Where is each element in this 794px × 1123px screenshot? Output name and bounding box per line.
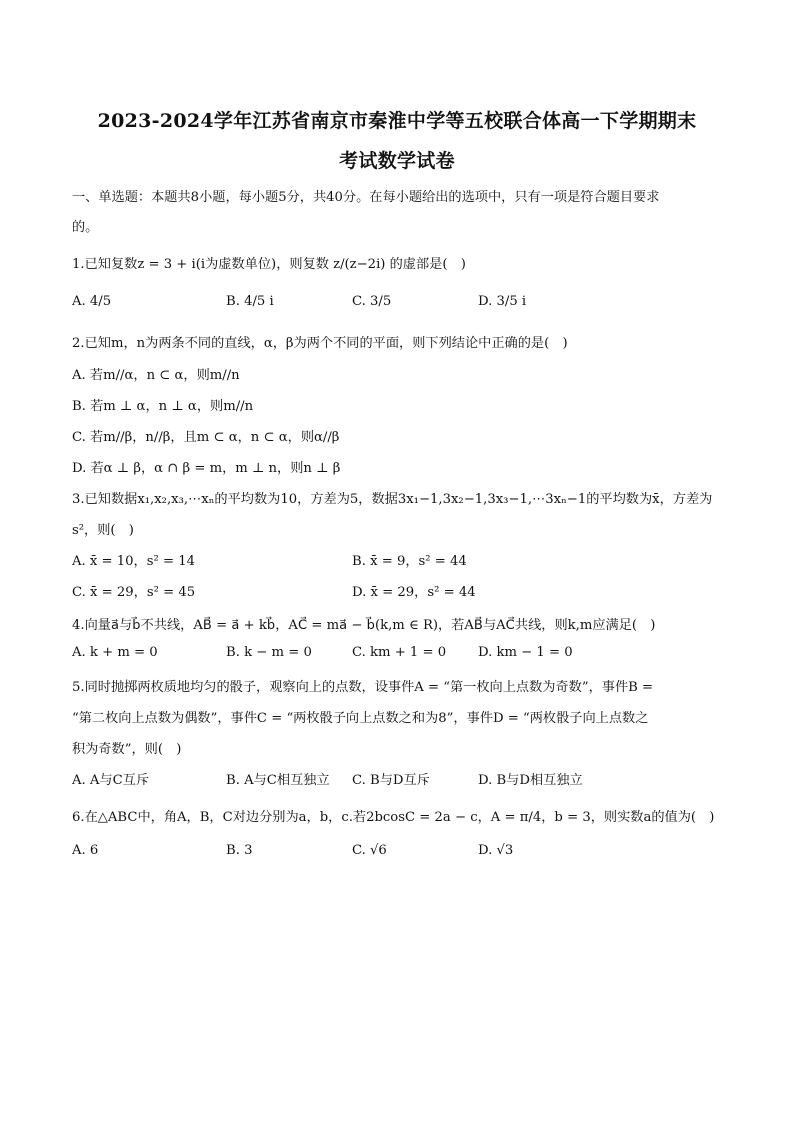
question-5-stem-line1: 5.同时抛掷两枚质地均匀的骰子，观察向上的点数，设事件A = “第一枚向上点数为奇数”，事件B = (72, 680, 654, 695)
question-1-stem: 1.已知复数z = 3 + i(i为虚数单位)，则复数 z/(z−2i) 的虚部是( ) (72, 257, 466, 272)
exam-title-line2: 考试数学试卷 (339, 150, 455, 172)
question-5-option-a: A. A与C互斥 (72, 773, 150, 788)
question-1-option-c: C. 3/5 (352, 294, 392, 309)
question-6-option-d: D. √3 (478, 843, 514, 858)
question-6-option-a: A. 6 (72, 843, 99, 858)
question-3-stem-line2: s²，则( ) (72, 523, 134, 538)
question-1-option-b: B. 4/5 i (226, 294, 274, 309)
question-3-option-c: C. x̄ = 29，s² = 45 (72, 585, 196, 600)
question-4-option-b: B. k − m = 0 (226, 645, 312, 660)
question-4-option-c: C. km + 1 = 0 (352, 645, 447, 660)
question-1-option-a: A. 4/5 (72, 294, 112, 309)
question-3-option-a: A. x̄ = 10，s² = 14 (72, 554, 196, 569)
question-5-stem-line3: 积为奇数”，则( ) (72, 742, 182, 757)
question-5-option-c: C. B与D互斥 (352, 773, 430, 788)
question-3-option-d: D. x̄ = 29，s² = 44 (352, 585, 476, 600)
question-2-stem: 2.已知m，n为两条不同的直线，α，β为两个不同的平面，则下列结论中正确的是( ) (72, 336, 568, 351)
question-2-option-d: D. 若α ⊥ β，α ∩ β = m，m ⊥ n，则n ⊥ β (72, 461, 341, 476)
question-4-stem: 4.向量a⃗与b⃗不共线，AB⃗ = a⃗ + kb⃗，AC⃗ = ma⃗ − b⃗(k,m ∈ R)，若AB⃗与AC⃗共线，则k,m应满足( ) (72, 618, 656, 633)
question-2-option-a: A. 若m//α，n ⊂ α，则m//n (72, 368, 240, 383)
question-5-option-b: B. A与C相互独立 (226, 773, 330, 788)
question-6-option-c: C. √6 (352, 843, 387, 858)
question-5-stem-line2: “第二枚向上点数为偶数”，事件C = “两枚骰子向上点数之和为8”，事件D = “两枚骰子向上点数之 (72, 711, 649, 726)
question-4-option-d: D. km − 1 = 0 (478, 645, 573, 660)
exam-title-line1: 2023-2024学年江苏省南京市秦淮中学等五校联合体高一下学期期末 (97, 110, 697, 132)
question-4-option-a: A. k + m = 0 (72, 645, 158, 660)
question-3-option-b: B. x̄ = 9，s² = 44 (352, 554, 467, 569)
question-6-stem: 6.在△ABC中，角A，B，C对边分别为a，b，c.若2bcosC = 2a − c，A = π/4，b = 3，则实数a的值为( ) (72, 810, 715, 825)
question-2-option-c: C. 若m//β，n//β，且m ⊂ α，n ⊂ α，则α//β (72, 430, 340, 445)
question-3-stem-line1: 3.已知数据x₁,x₂,x₃,⋯xₙ的平均数为10，方差为5，数据3x₁−1,3x₂−1,3x₃−1,⋯3xₙ−1的平均数为x̄，方差为 (72, 492, 713, 507)
question-2-option-b: B. 若m ⊥ α，n ⊥ α，则m//n (72, 399, 254, 414)
section-instructions-line2: 的。 (72, 220, 99, 235)
question-1-option-d: D. 3/5 i (478, 294, 527, 309)
section-instructions-line1: 一、单选题：本题共8小题，每小题5分，共40分。在每小题给出的选项中，只有一项是符合题目要求 (72, 190, 660, 205)
question-5-option-d: D. B与D相互独立 (478, 773, 583, 788)
question-6-option-b: B. 3 (226, 843, 253, 858)
